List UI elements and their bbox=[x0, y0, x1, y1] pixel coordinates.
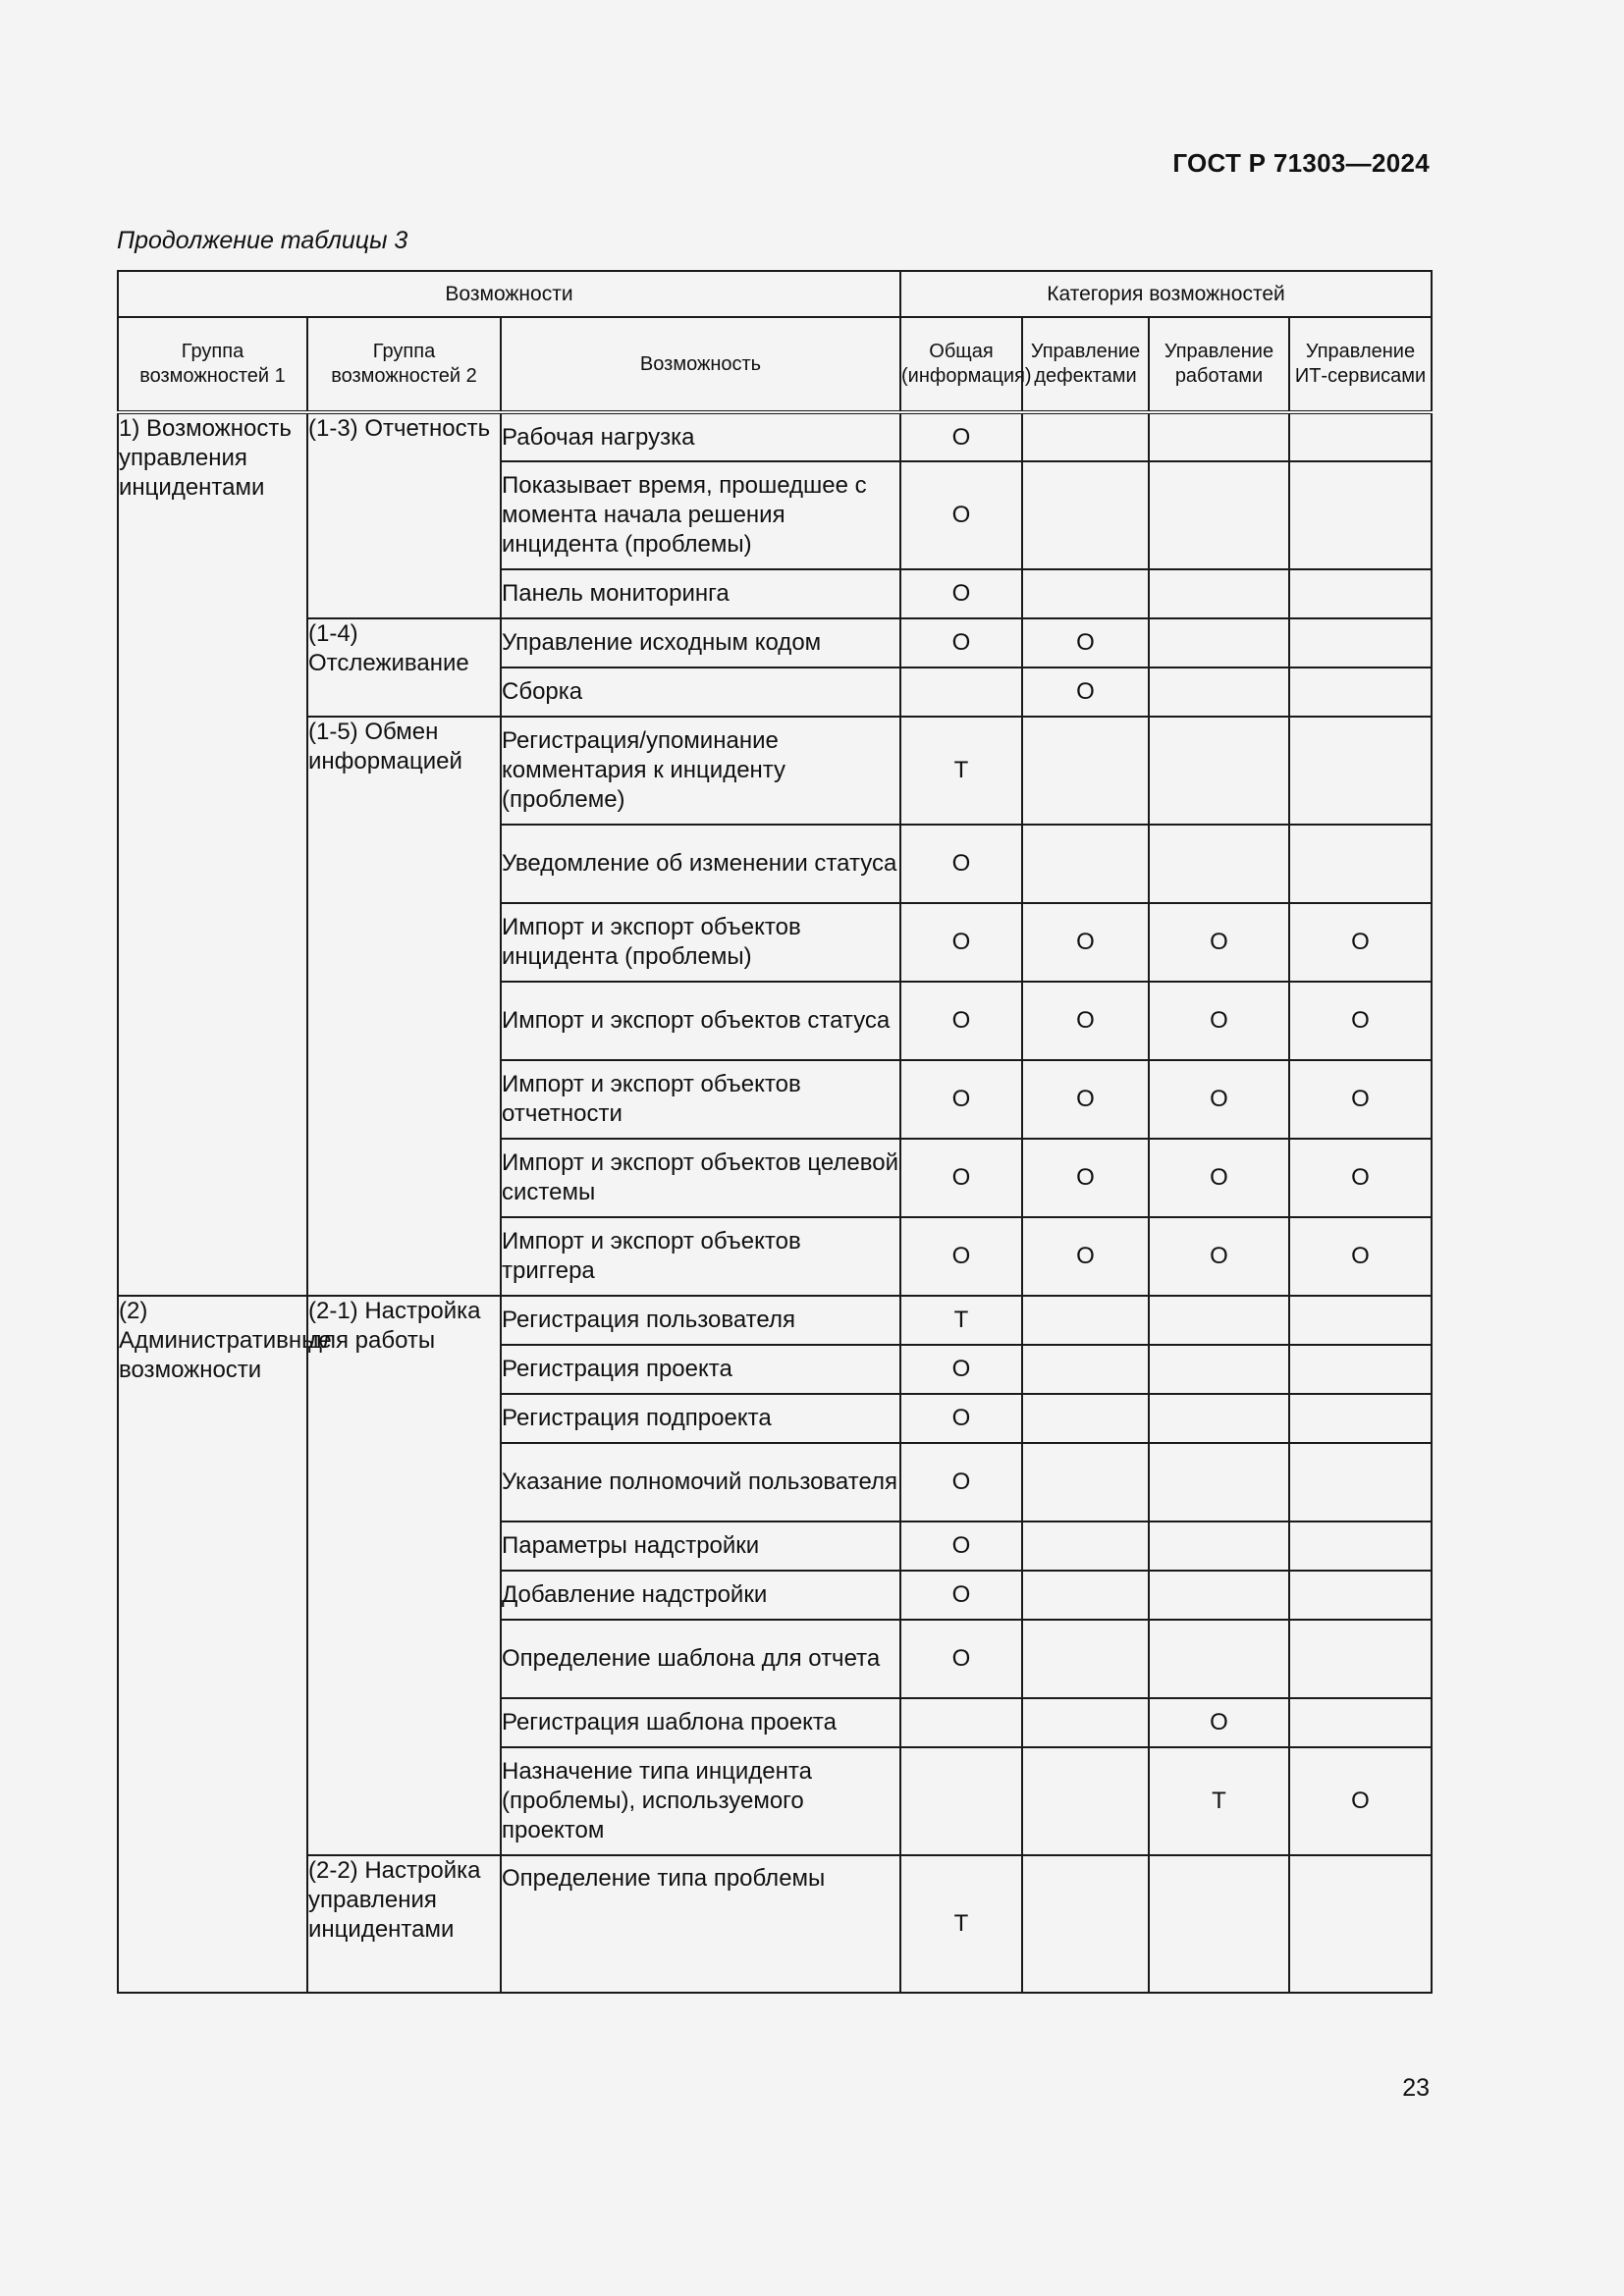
mark-work bbox=[1149, 1571, 1289, 1620]
mark-general: O bbox=[900, 1443, 1022, 1522]
mark-work: T bbox=[1149, 1747, 1289, 1855]
capability-cell: Сборка bbox=[501, 667, 900, 717]
mark-itsm: O bbox=[1289, 982, 1432, 1060]
mark-defects bbox=[1022, 1747, 1149, 1855]
mark-defects: O bbox=[1022, 1139, 1149, 1217]
mark-itsm: O bbox=[1289, 1060, 1432, 1139]
column-header-group2: Группа возможностей 2 bbox=[307, 317, 501, 412]
mark-defects: O bbox=[1022, 618, 1149, 667]
mark-work bbox=[1149, 717, 1289, 825]
mark-itsm bbox=[1289, 1522, 1432, 1571]
capability-cell: Регистрация проекта bbox=[501, 1345, 900, 1394]
mark-itsm bbox=[1289, 569, 1432, 618]
mark-itsm bbox=[1289, 1855, 1432, 1993]
mark-defects bbox=[1022, 1855, 1149, 1993]
capability-cell: Импорт и экспорт объектов отчетности bbox=[501, 1060, 900, 1139]
mark-itsm bbox=[1289, 1620, 1432, 1698]
capability-cell: Импорт и экспорт объектов инцидента (проблемы) bbox=[501, 903, 900, 982]
mark-itsm: O bbox=[1289, 1747, 1432, 1855]
mark-general bbox=[900, 1747, 1022, 1855]
mark-defects bbox=[1022, 461, 1149, 569]
mark-defects bbox=[1022, 412, 1149, 461]
mark-general: O bbox=[900, 618, 1022, 667]
mark-general: T bbox=[900, 1296, 1022, 1345]
table-row bbox=[118, 412, 1432, 461]
mark-itsm bbox=[1289, 1698, 1432, 1747]
mark-defects bbox=[1022, 1345, 1149, 1394]
mark-general: O bbox=[900, 1345, 1022, 1394]
table-caption: Продолжение таблицы 3 bbox=[117, 227, 408, 254]
mark-defects bbox=[1022, 569, 1149, 618]
mark-defects bbox=[1022, 1571, 1149, 1620]
mark-itsm bbox=[1289, 667, 1432, 717]
mark-defects bbox=[1022, 1394, 1149, 1443]
mark-general: O bbox=[900, 825, 1022, 903]
capability-cell: Уведомление об изменении статуса bbox=[501, 825, 900, 903]
table-row bbox=[118, 618, 1432, 667]
capability-cell: Определение шаблона для отчета bbox=[501, 1620, 900, 1698]
column-header-group1: Группа возможностей 1 bbox=[118, 317, 307, 412]
capability-cell: Панель мониторинга bbox=[501, 569, 900, 618]
mark-work bbox=[1149, 1394, 1289, 1443]
mark-itsm bbox=[1289, 461, 1432, 569]
mark-itsm bbox=[1289, 1345, 1432, 1394]
mark-work bbox=[1149, 667, 1289, 717]
table-row bbox=[118, 1296, 1432, 1345]
mark-defects: O bbox=[1022, 903, 1149, 982]
capability-cell: Импорт и экспорт объектов статуса bbox=[501, 982, 900, 1060]
mark-itsm bbox=[1289, 618, 1432, 667]
group2-cell: (2-1) Настройка для работы bbox=[307, 1296, 501, 1855]
mark-defects: O bbox=[1022, 982, 1149, 1060]
mark-itsm: O bbox=[1289, 903, 1432, 982]
mark-work bbox=[1149, 1296, 1289, 1345]
mark-work: O bbox=[1149, 903, 1289, 982]
capability-cell: Регистрация пользователя bbox=[501, 1296, 900, 1345]
mark-defects bbox=[1022, 1443, 1149, 1522]
capabilities-table bbox=[117, 270, 1433, 1994]
mark-general: T bbox=[900, 1855, 1022, 1993]
mark-work bbox=[1149, 1855, 1289, 1993]
group2-cell: (1-3) Отчетность bbox=[307, 412, 501, 618]
mark-work: O bbox=[1149, 982, 1289, 1060]
capability-cell: Показывает время, прошедшее с момента начала решения инцидента (проблемы) bbox=[501, 461, 900, 569]
mark-work bbox=[1149, 618, 1289, 667]
table-row bbox=[118, 1855, 1432, 1993]
mark-work bbox=[1149, 1345, 1289, 1394]
mark-general: O bbox=[900, 569, 1022, 618]
mark-work: O bbox=[1149, 1139, 1289, 1217]
mark-general: O bbox=[900, 982, 1022, 1060]
mark-general: T bbox=[900, 717, 1022, 825]
mark-itsm bbox=[1289, 825, 1432, 903]
mark-work bbox=[1149, 569, 1289, 618]
group1-cell: 1) Возможность управления инцидентами bbox=[118, 412, 307, 1296]
column-header-general: Общая (информация) bbox=[900, 317, 1022, 412]
mark-work bbox=[1149, 1620, 1289, 1698]
mark-defects bbox=[1022, 1620, 1149, 1698]
column-header-work: Управление работами bbox=[1149, 317, 1289, 412]
mark-work bbox=[1149, 1522, 1289, 1571]
mark-general: O bbox=[900, 1394, 1022, 1443]
capability-cell: Регистрация шаблона проекта bbox=[501, 1698, 900, 1747]
capability-cell: Параметры надстройки bbox=[501, 1522, 900, 1571]
header-category: Категория возможностей bbox=[900, 271, 1432, 317]
mark-general: O bbox=[900, 903, 1022, 982]
column-header-capability: Возможность bbox=[501, 317, 900, 412]
mark-general: O bbox=[900, 1217, 1022, 1296]
mark-work: O bbox=[1149, 1060, 1289, 1139]
mark-defects: O bbox=[1022, 1060, 1149, 1139]
mark-itsm bbox=[1289, 1571, 1432, 1620]
mark-itsm bbox=[1289, 717, 1432, 825]
table-row bbox=[118, 717, 1432, 825]
mark-itsm bbox=[1289, 1296, 1432, 1345]
column-header-itsm: Управление ИТ-сервисами bbox=[1289, 317, 1432, 412]
group2-cell: (1-4) Отслеживание bbox=[307, 618, 501, 717]
group2-cell: (1-5) Обмен информацией bbox=[307, 717, 501, 1296]
document-code: ГОСТ Р 71303—2024 bbox=[1172, 148, 1430, 178]
mark-general: O bbox=[900, 1139, 1022, 1217]
group1-cell: (2) Административные возможности bbox=[118, 1296, 307, 1993]
mark-itsm bbox=[1289, 1443, 1432, 1522]
mark-defects bbox=[1022, 717, 1149, 825]
capability-cell: Указание полномочий пользователя bbox=[501, 1443, 900, 1522]
capability-cell: Импорт и экспорт объектов целевой системы bbox=[501, 1139, 900, 1217]
capability-cell: Добавление надстройки bbox=[501, 1571, 900, 1620]
mark-general: O bbox=[900, 461, 1022, 569]
mark-work: O bbox=[1149, 1217, 1289, 1296]
mark-defects bbox=[1022, 1296, 1149, 1345]
mark-general bbox=[900, 667, 1022, 717]
capability-cell: Назначение типа инцидента (проблемы), используемого проектом bbox=[501, 1747, 900, 1855]
mark-defects bbox=[1022, 1522, 1149, 1571]
mark-defects: O bbox=[1022, 1217, 1149, 1296]
mark-itsm: O bbox=[1289, 1217, 1432, 1296]
capability-cell: Регистрация/упоминание комментария к инциденту (проблеме) bbox=[501, 717, 900, 825]
mark-work bbox=[1149, 1443, 1289, 1522]
mark-general: O bbox=[900, 1522, 1022, 1571]
page-number: 23 bbox=[1402, 2074, 1430, 2102]
group2-cell: (2-2) Настройка управления инцидентами bbox=[307, 1855, 501, 1993]
mark-work bbox=[1149, 461, 1289, 569]
capability-cell: Рабочая нагрузка bbox=[501, 412, 900, 461]
mark-general: O bbox=[900, 1060, 1022, 1139]
mark-work bbox=[1149, 825, 1289, 903]
mark-general: O bbox=[900, 1571, 1022, 1620]
mark-itsm bbox=[1289, 1394, 1432, 1443]
capability-cell: Регистрация подпроекта bbox=[501, 1394, 900, 1443]
capability-cell: Управление исходным кодом bbox=[501, 618, 900, 667]
mark-defects bbox=[1022, 825, 1149, 903]
mark-defects: O bbox=[1022, 667, 1149, 717]
mark-defects bbox=[1022, 1698, 1149, 1747]
column-header-defects: Управление дефектами bbox=[1022, 317, 1149, 412]
mark-work bbox=[1149, 412, 1289, 461]
mark-itsm: O bbox=[1289, 1139, 1432, 1217]
mark-general: O bbox=[900, 1620, 1022, 1698]
mark-general bbox=[900, 1698, 1022, 1747]
mark-work: O bbox=[1149, 1698, 1289, 1747]
capability-cell: Импорт и экспорт объектов триггера bbox=[501, 1217, 900, 1296]
header-capabilities: Возможности bbox=[118, 271, 900, 317]
capability-cell: Определение типа проблемы bbox=[501, 1855, 900, 1993]
mark-itsm bbox=[1289, 412, 1432, 461]
mark-general: O bbox=[900, 412, 1022, 461]
